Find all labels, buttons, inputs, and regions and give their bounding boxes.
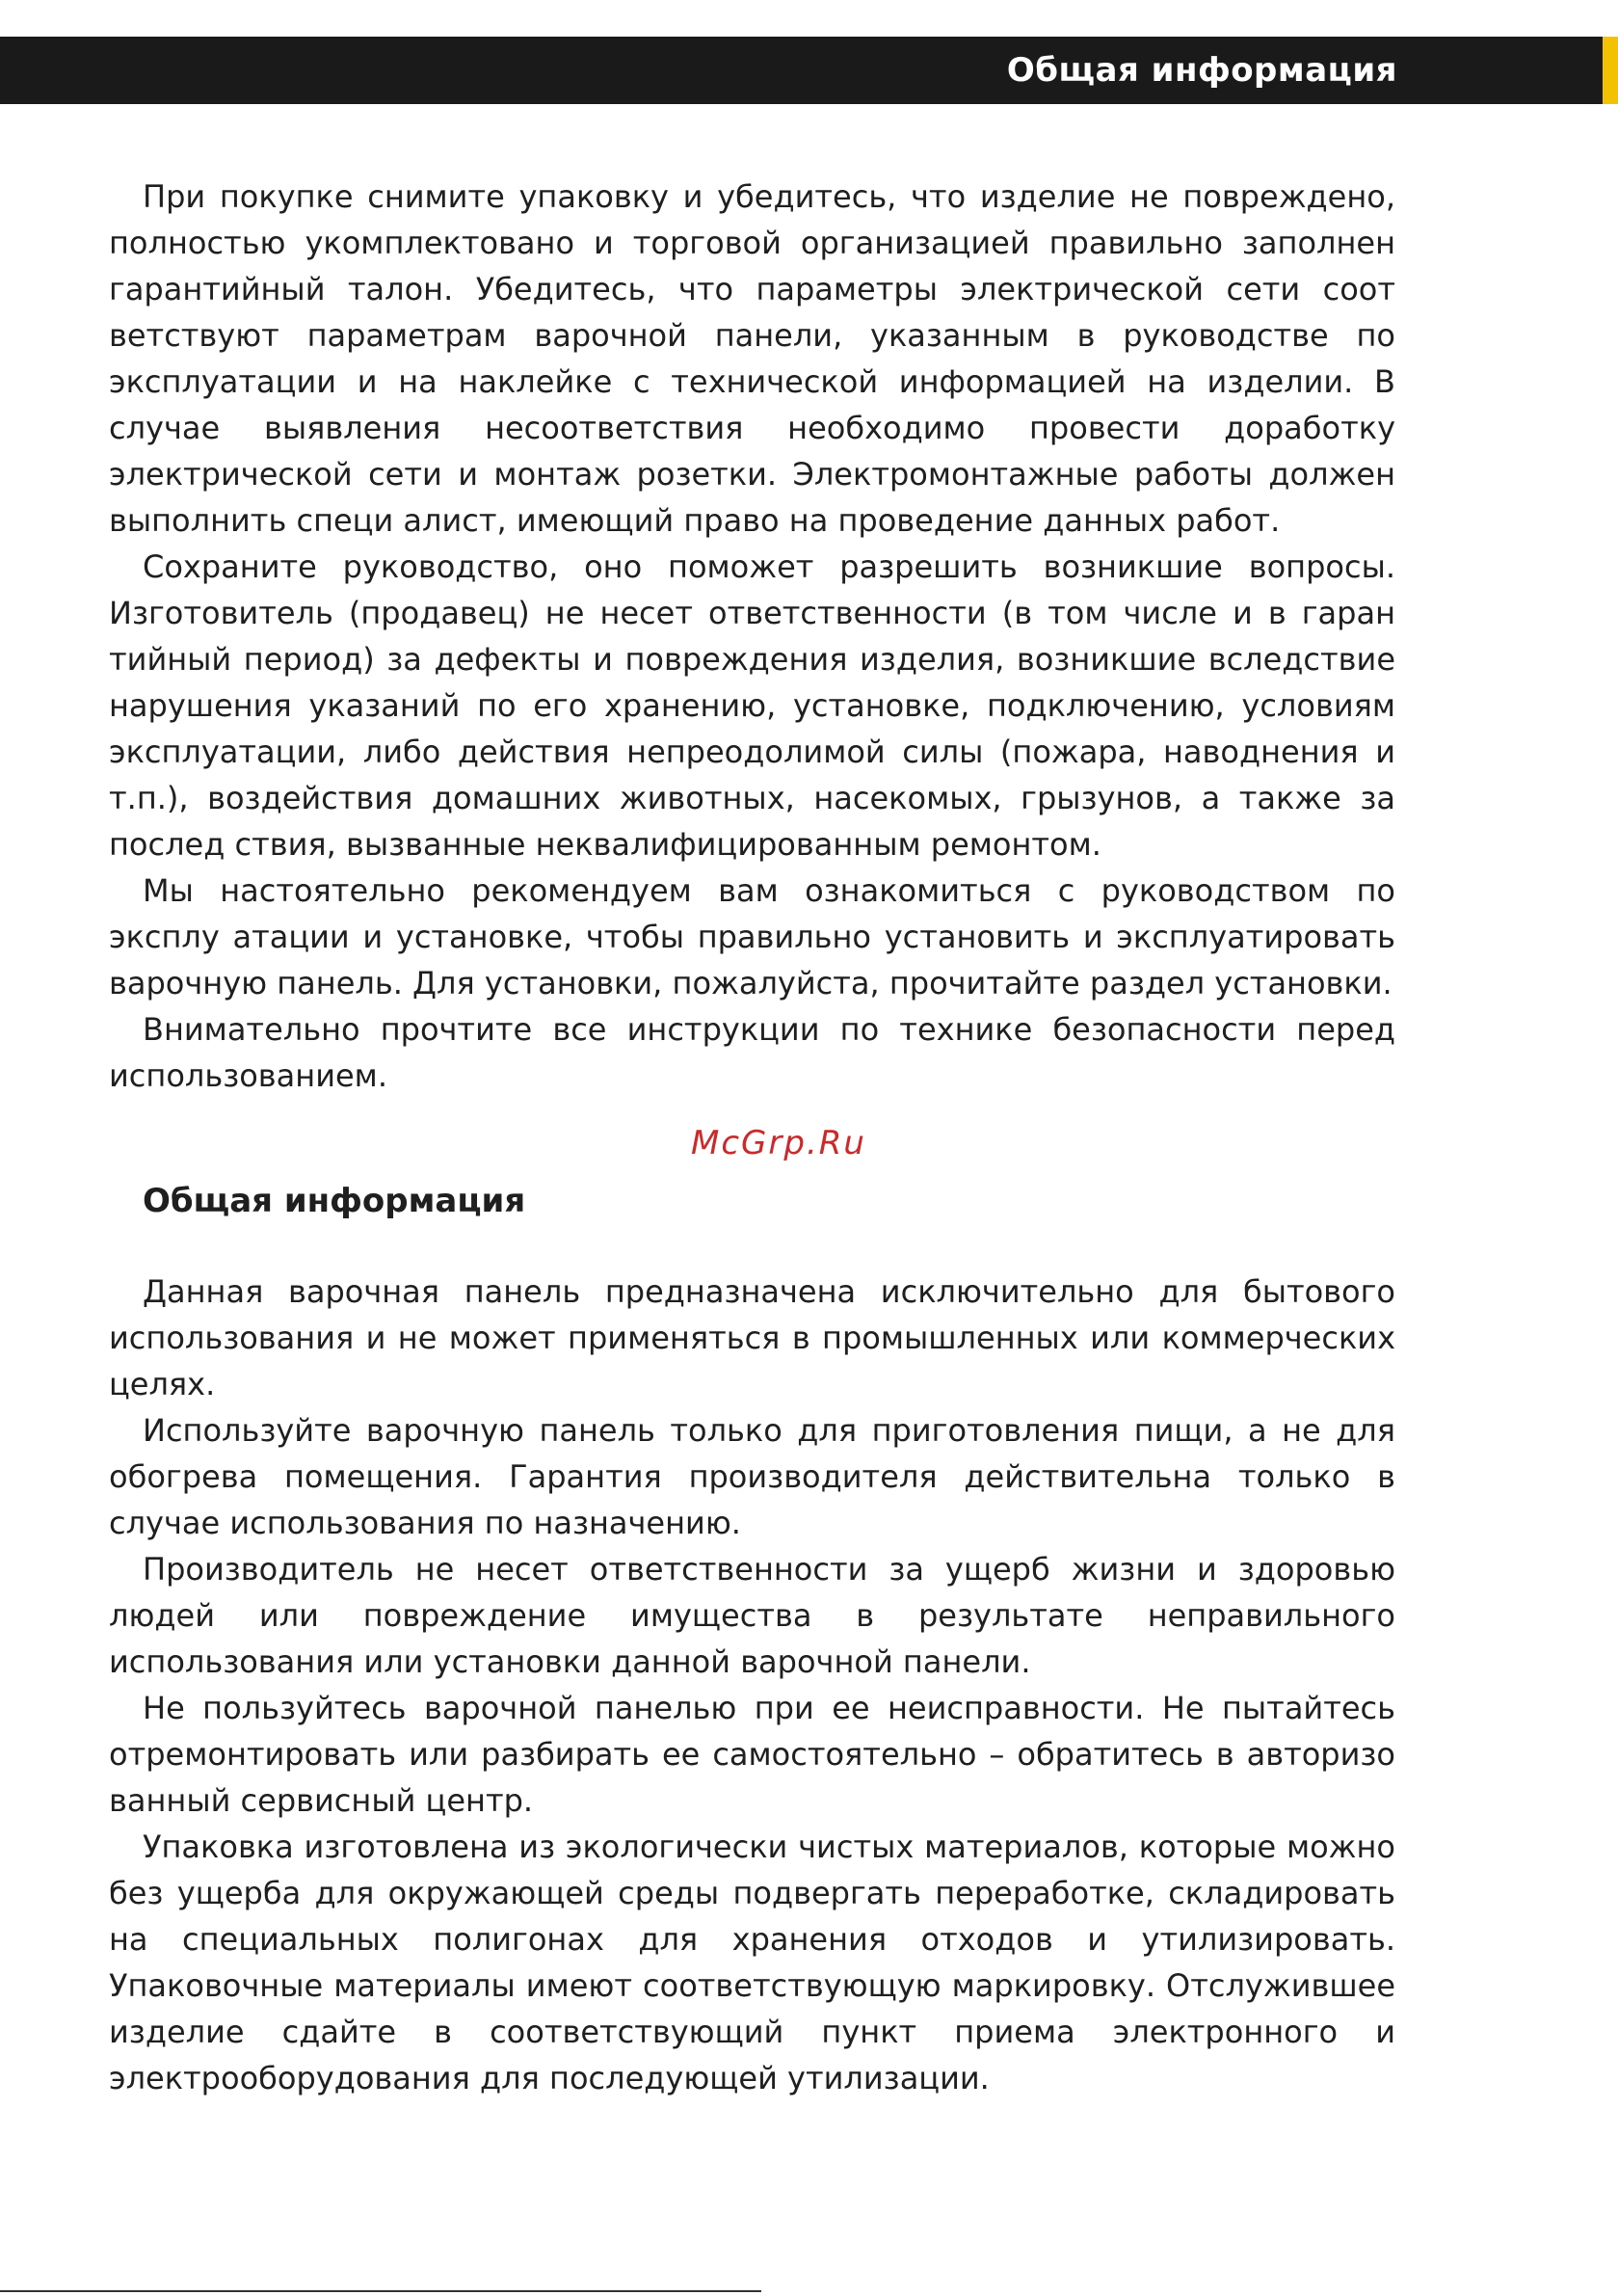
section-paragraph: Используйте варочную панель только для приготовления пищи, а не для обогрева помещения. Гарантия производителя действительна только в случае использования по назначению. [109,1412,1395,1541]
watermark: McGrp.Ru [691,1124,866,1162]
footer-rule [0,2290,761,2292]
intro-paragraph: Мы настоятельно рекомендуем вам ознакомиться с руководством по эксплу атации и установке, чтобы правильно установить и эксплуатировать варочную панель. Для установки, пожалуйста, прочитайте раздел установки. [109,872,1395,1001]
section-title: Общая информация [143,1182,526,1220]
header-title: Общая информация [1006,51,1397,90]
section-paragraph: Производитель не несет ответственности за ущерб жизни и здоровью людей или повреждение имущества в результате неправильного использования или установки данной варочной панели. [109,1551,1395,1680]
intro-paragraph: При покупке снимите упаковку и убедитесь, что изделие не повреждено, полностью укомплектовано и торговой организацией правильно заполнен гарантийный талон. Убедитесь, что параметры электрической сети соот ветствуют параметрам варочной панели, указанным в руководстве по эксплуатации и на наклейке с технической информацией на изделии. В случае выявления несоответствия необходимо провести доработку электрической сети и монтаж розетки. Электромонтажные работы должен выполнить специ алист, имеющий право на проведение данных работ. [109,178,1395,539]
intro-paragraph: Внимательно прочтите все инструкции по технике безопасности перед использованием. [109,1011,1395,1094]
header-accent-stripe [1603,37,1618,104]
intro-paragraph: Сохраните руководство, оно поможет разрешить возникшие вопросы. Изготовитель (продавец) не несет ответственности (в том числе и в гаран тийный период) за дефекты и повреждения изделия, возникшие вследствие нарушения указаний по его хранению, установке, подключению, условиям эксплуатации, либо действия непреодолимой силы (пожара, наводнения и т.п.), воздействия домашних животных, насекомых, грызунов, а также за послед ствия, вызванные неквалифицированным ремонтом. [109,548,1395,863]
section-paragraph: Не пользуйтесь варочной панелью при ее неисправности. Не пытайтесь отремонтировать или разбирать ее самостоятельно – обратитесь в авторизо ванный сервисный центр. [109,1690,1395,1819]
section-paragraph: Данная варочная панель предназначена исключительно для бытового использования и не может применяться в промышленных или коммерческих целях. [109,1273,1395,1402]
section-paragraph: Упаковка изготовлена из экологически чистых материалов, которые можно без ущерба для окружающей среды подвергать переработке, складировать на специальных полигонах для хранения отходов и утилизировать. Упаковочные материалы имеют соответствующую маркировку. Отслужившее изделие сдайте в соответствующий пункт приема электронного и электрооборудования для последующей утилизации. [109,1829,1395,2096]
general-info-section [109,1268,1395,2101]
page-content [109,174,1395,2101]
header-bar [0,37,1618,104]
intro-section [109,174,1395,1099]
